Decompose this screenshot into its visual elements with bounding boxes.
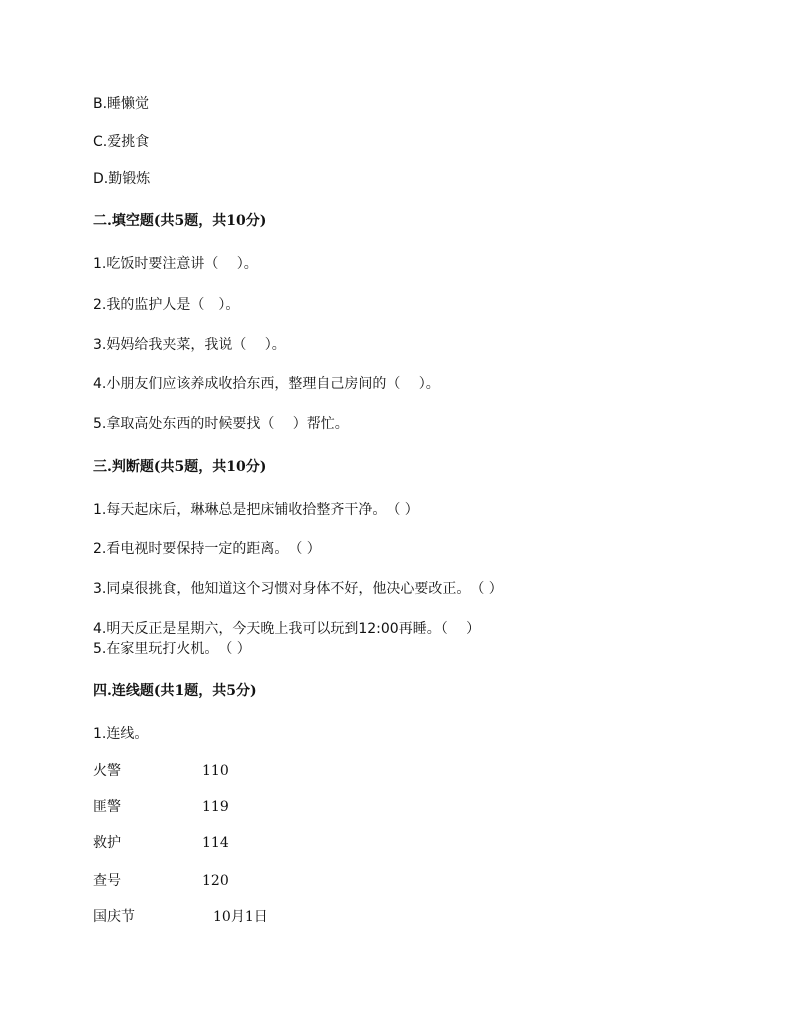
option-d: D.勤锻炼 xyxy=(93,171,151,187)
option-b: B.睡懒觉 xyxy=(93,96,150,112)
matching-right-item: 10月1日 xyxy=(213,909,268,925)
true-false-question-5: 5.在家里玩打火机。 （ ） xyxy=(93,641,251,657)
matching-pair xyxy=(93,834,229,852)
fill-blank-question-1: 1.吃饭时要注意讲（ ）。 xyxy=(93,256,258,272)
section-heading-matching: 四.连线题(共1题，共5分) xyxy=(93,683,257,699)
matching-left-item: 匪警 xyxy=(93,799,121,815)
matching-right-item: 110 xyxy=(202,763,229,779)
true-false-question-4: 4.明天反正是星期六，今天晚上我可以玩到12:00再睡。（ ） xyxy=(93,621,481,637)
section-heading-fill-blank: 二.填空题(共5题，共10分) xyxy=(93,213,267,229)
true-false-question-3: 3.同桌很挑食，他知道这个习惯对身体不好，他决心要改正。 （ ） xyxy=(93,581,503,597)
fill-blank-question-5: 5.拿取高处东西的时候要找（ ）帮忙。 xyxy=(93,416,349,432)
matching-left-item: 国庆节 xyxy=(93,909,135,925)
fill-blank-question-3: 3.妈妈给我夹菜，我说（ ）。 xyxy=(93,337,286,353)
matching-right-item: 114 xyxy=(202,835,229,851)
matching-right-item: 119 xyxy=(202,799,229,815)
fill-blank-question-2: 2.我的监护人是（ ）。 xyxy=(93,297,240,313)
fill-blank-question-4: 4.小朋友们应该养成收拾东西，整理自己房间的（ ）。 xyxy=(93,376,440,392)
matching-pair xyxy=(93,798,229,816)
matching-left-item: 火警 xyxy=(93,763,121,779)
matching-pair xyxy=(93,872,229,890)
true-false-question-1: 1.每天起床后，琳琳总是把床铺收拾整齐干净。 （ ） xyxy=(93,502,419,518)
section-heading-true-false: 三.判断题(共5题，共10分) xyxy=(93,459,267,475)
true-false-question-2: 2.看电视时要保持一定的距离。 （ ） xyxy=(93,541,321,557)
matching-left-item: 查号 xyxy=(93,873,121,889)
matching-left-item: 救护 xyxy=(93,835,121,851)
matching-pair xyxy=(93,908,268,926)
matching-pair xyxy=(93,762,229,780)
option-c: C.爱挑食 xyxy=(93,134,150,150)
matching-question-1: 1.连线。 xyxy=(93,726,149,742)
matching-right-item: 120 xyxy=(202,873,229,889)
